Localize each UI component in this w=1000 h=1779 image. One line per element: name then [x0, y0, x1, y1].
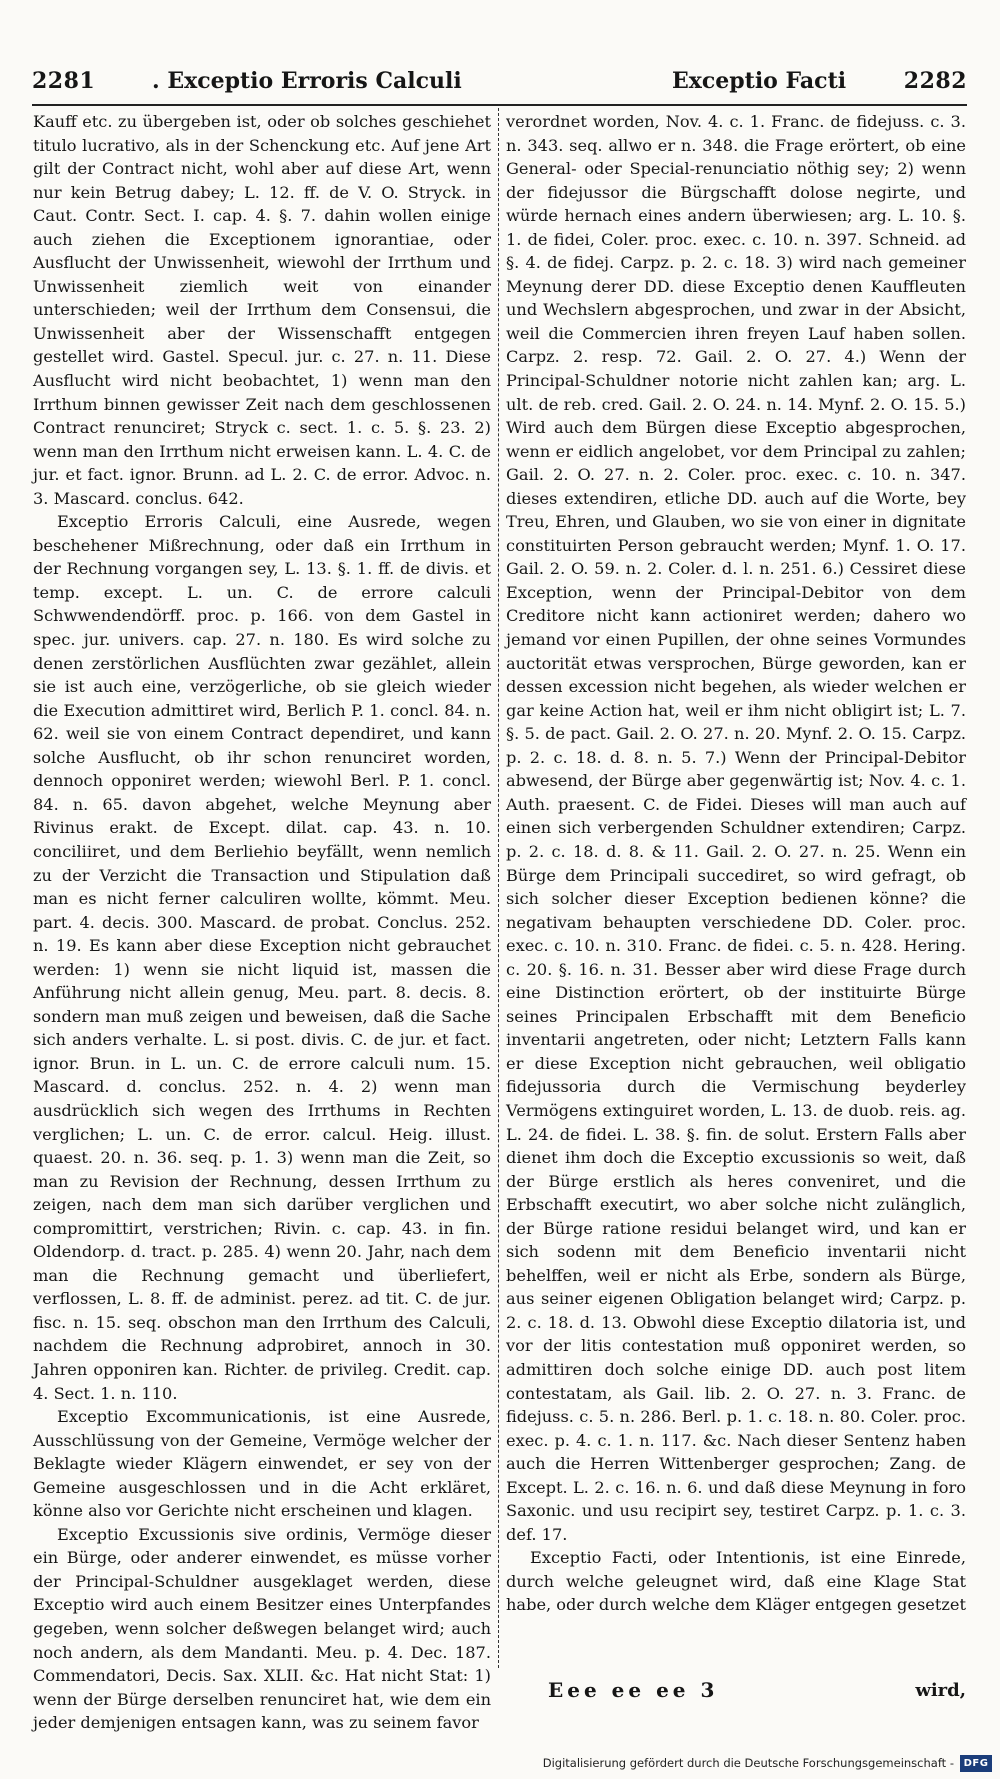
right-column-paragraph: Exceptio Facti, oder Intentionis, ist eine Einrede, durch welche geleugnet wird, daß eine Klage Stat habe, oder durch welche dem Kläger entgegen gesetzet [506, 1548, 966, 1615]
footer-credit: Digitalisierung gefördert durch die Deutsche Forschungsgemeinschaft - [542, 1756, 954, 1770]
left-running-title: . Exceptio Erroris Calculi [152, 68, 462, 94]
right-running-title: Exceptio Facti [672, 68, 847, 94]
running-header [32, 66, 967, 106]
left-column-paragraph: Kauff etc. zu übergeben ist, oder ob solches geschiehet titulo lucrativo, als in der Schenckung etc. Auf jene Art gilt der Contract nicht, wohl aber auf diese Art, wenn nur kein Betrug dabey; L. 12. ff. de V. O. Stryck. in Caut. Contr. Sect. I. cap. 4. §. 7. dahin wollen einige auch ziehen die Exceptionem ignorantiae, oder Ausflucht der Unwissenheit, wiewohl der Irrthum und Unwissenheit ziemlich weit von einander unterschieden; weil der Irrthum dem Consensui, die Unwissenheit aber der Wissenschafft entgegen gestellet wird. Gastel. Specul. jur. c. 27. n. 11. Diese Ausflucht wird nicht beobachtet, 1) wenn man den Irrthum binnen gewisser Zeit nach dem geschlossenen Contract renunciret; Stryck c. sect. 1. c. 5. §. 23. 2) wenn man den Irrthum nicht erweisen kann. L. 4. C. de jur. et fact. ignor. Brunn. ad L. 2. C. de error. Advoc. n. 3. Mascard. conclus. 642. [33, 112, 491, 508]
left-text-column [33, 110, 491, 1733]
left-page-number: 2281 [32, 68, 96, 94]
right-text-column [506, 110, 966, 1670]
left-column-paragraph: Exceptio Erroris Calculi, eine Ausrede, wegen beschehener Mißrechnung, oder daß ein Irrthum in der Rechnung vorgangen sey, L. 13. §. 1. ff. de divis. et temp. except. L. un. C. de errore calculi Schwwendendörff. proc. p. 166. von dem Gastel in spec. jur. univers. cap. 27. n. 180. Es wird solche zu denen zerstörlichen Ausflüchten zwar gezählet, allein sie ist auch eine, verzögerliche, ob sie gleich wieder die Execution admittiret wird, Berlich P. 1. concl. 84. n. 62. weil sie von einem Contract dependiret, und kann solche Ausflucht, ob ihr schon renunciret worden, dennoch opponiret werden; wiewohl Berl. P. 1. concl. 84. n. 65. davon abgehet, welche Meynung aber Rivinus erakt. de Except. dilat. cap. 43. n. 10. conciliiret, und dem Berliehio beyfällt, wenn nemlich zu der Verzicht die Transaction und Stipulation daß man es nicht ferner calculiren wollte, kömmt. Meu. part. 4. decis. 300. Mascard. de probat. Conclus. 252. n. 19. Es kann aber diese Exception nicht gebrauchet werden: 1) wenn sie nicht liquid ist, massen die Anführung nicht allein genug, Meu. part. 8. decis. 8. sondern man muß zeigen und beweisen, daß die Sache sich anders verhalte. L. si post. divis. C. de jur. et fact. ignor. Brun. in L. un. C. de errore calculi num. 15. Mascard. d. conclus. 252. n. 4. 2) wenn man ausdrücklich sich wegen des Irrthums in Rechten verglichen; L. un. C. de error. calcul. Heig. illust. quaest. 20. n. 36. seq. p. 1. 3) wenn man die Zeit, so man zu Revision der Rechnung, dessen Irrthum zu zeigen, nach dem man sich darüber verglichen und compromittirt, verstrichen; Rivin. c. cap. 43. in fin. Oldendorp. d. tract. p. 285. 4) wenn 20. Jahr, nach dem man die Rechnung gemacht und überliefert, verflossen, L. 8. ff. de administ. perez. ad tit. C. de jur. fisc. n. 15. seq. obschon man den Irrthum des Calculi, nachdem die Rechnung adprobiret, annoch in 30. Jahren opponiren kan. Richter. de privileg. Credit. cap. 4. Sect. 1. n. 110. [33, 512, 491, 1403]
catchword: wird, [915, 1680, 966, 1701]
dfg-logo: DFG [960, 1755, 992, 1772]
left-column-paragraph: Exceptio Excussionis sive ordinis, Vermöge dieser ein Bürge, oder anderer einwendet, es müsse vorher der Principal-Schuldner ausgeklaget werden, diese Exceptio wird auch einem Besitzer eines Unterpfandes gegeben, wenn solcher deßwegen belanget wird; auch noch andern, als dem Mandanti. Meu. p. 4. Dec. 187. Commendatori, Decis. Sax. XLII. &c. Hat nicht Stat: 1) wenn der Bürge derselben renunciret hat, wie dem ein jeder demjenigen entsagen kann, was zu seinem favor [33, 1524, 491, 1733]
left-column-paragraph: Exceptio Excommunicationis, ist eine Ausrede, Ausschlüssung von der Gemeine, Vermöge welcher der Beklagte wieder Klägern einwendet, er sey von der Gemeine ausgeschlossen und in die Acht erkläret, könne also vor Gerichte nicht erscheinen und klagen. [33, 1407, 491, 1521]
column-divider [498, 108, 501, 1668]
signature-mark: Eee ee ee 3 [548, 1678, 719, 1702]
digitization-footer [0, 1752, 1000, 1776]
right-page-number: 2282 [903, 68, 967, 94]
right-column-paragraph: verordnet worden, Nov. 4. c. 1. Franc. de fidejuss. c. 3. n. 343. seq. allwo er n. 348. die Frage erörtert, ob eine General- oder Special-renunciatio nöthig sey; 2) wenn der fidejussor die Bürgschafft dolose negirte, und würde hernach eines andern überwiesen; arg. L. 10. §. 1. de fidei, Coler. proc. exec. c. 10. n. 397. Schneid. ad §. 4. de fidej. Carpz. p. 2. c. 18. 3) wird nach gemeiner Meynung derer DD. diese Exceptio denen Kauffleuten und Wechslern abgesprochen, und zwar in der Absicht, weil die Commercien ihren freyen Lauf haben sollen. Carpz. 2. resp. 72. Gail. 2. O. 27. 4.) Wenn der Principal-Schuldner notorie nicht zahlen kan; arg. L. ult. de reb. cred. Gail. 2. O. 24. n. 14. Mynf. 2. O. 15. 5.) Wird auch dem Bürgen diese Exceptio abgesprochen, wenn er eidlich angelobet, vor dem Principal zu zahlen; Gail. 2. O. 27. n. 2. Coler. proc. exec. c. 10. n. 347. dieses extendiren, etliche DD. auch auf die Worte, bey Treu, Ehren, und Glauben, wo sie von einer in dignitate constituirten Person gebraucht werden; Mynf. 1. O. 17. Gail. 2. O. 59. n. 2. Coler. d. l. n. 251. 6.) Cessiret diese Exception, wenn der Principal-Debitor von dem Creditore nicht kann actioniret werden; dahero wo jemand vor einen Pupillen, der ohne seines Vormundes auctorität etwas versprochen, Bürge geworden, kan er dessen excession nicht begehen, als wieder welchen er gar keine Action hat, weil er ihm nicht obligirt ist; L. 7. §. 5. de pact. Gail. 2. O. 27. n. 20. Mynf. 2. O. 15. Carpz. p. 2. c. 18. d. 8. n. 5. 7.) Wenn der Principal-Debitor abwesend, der Bürge aber gegenwärtig ist; Nov. 4. c. 1. Auth. praesent. C. de Fidei. Dieses will man auch auf einen sich verbergenden Schuldner extendiren; Carpz. p. 2. c. 18. d. 8. & 11. Gail. 2. O. 27. n. 25. Wenn ein Bürge dem Principali succediret, so wird gefragt, ob sich solcher dieser Exception bedienen könne? die negativam behaupten verschiedene DD. Coler. proc. exec. c. 10. n. 310. Franc. de fidei. c. 5. n. 428. Hering. c. 20. §. 16. n. 31. Besser aber wird diese Frage durch eine Distinction erörtert, ob der instituirte Bürge seines Principalen Erbschafft mit dem Beneficio inventarii angetreten, oder nicht; Letztern Falls kann er diese Exception nicht gebrauchen, weil obligatio fidejussoria durch die Vermischung beyderley Vermögens extinguiret worden, L. 13. de duob. reis. ag. L. 24. de fidei. L. 38. §. fin. de solut. Erstern Falls aber dienet ihm doch die Exceptio excussionis so weit, daß der Bürge erstlich als heres conveniret, und die Erbschafft executirt, wo aber solche nicht zulänglich, der Bürge ratione residui belanget wird, und kan er sich sodenn mit dem Beneficio inventarii nicht behelffen, weil er nicht als Erbe, sondern als Bürge, aus seiner eigenen Obligation belanget wird; Carpz. p. 2. c. 18. d. 13. Obwohl diese Exceptio dilatoria ist, und vor der litis contestation muß opponiret werden, so admittiren doch solche einige DD. auch post litem contestatam, als Gail. lib. 2. O. 27. n. 3. Franc. de fidejuss. c. 5. n. 286. Berl. p. 1. c. 18. n. 80. Coler. proc. exec. p. 4. c. 1. n. 117. &c. Nach dieser Sentenz haben auch die Herren Wittenberger gesprochen; Zang. de Except. L. 2. c. 16. n. 6. und daß diese Meynung in foro Saxonic. und usu recipirt sey, testiret Carpz. p. 1. c. 3. def. 17. [506, 112, 966, 1544]
